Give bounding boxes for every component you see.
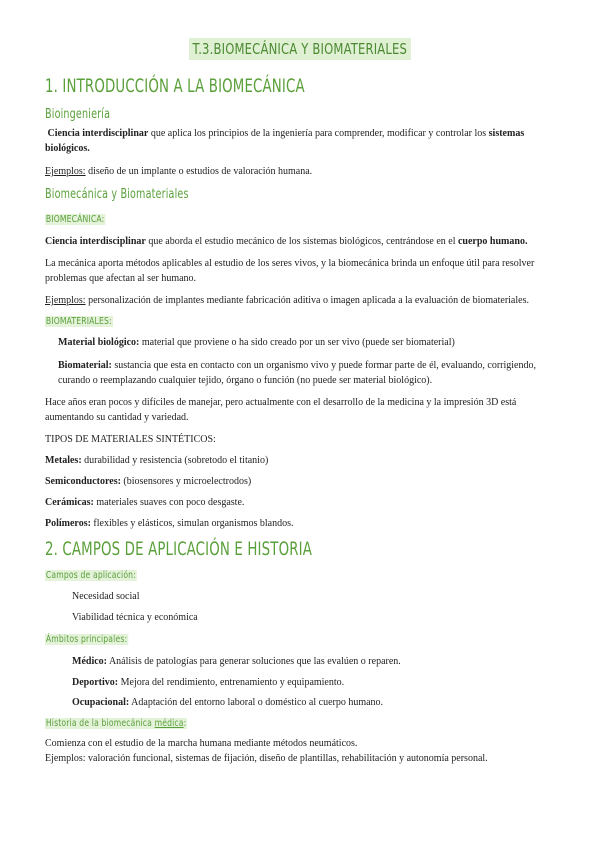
ex-label: Ejemplos: [45, 166, 86, 177]
bioingenieria-heading: Bioingeniería [45, 107, 111, 122]
bioingenieria-examples [45, 164, 555, 179]
biomaterial-definition [58, 358, 555, 388]
medico-text: Análisis de patologías para generar soluciones que las evalúen o reparen. [107, 656, 401, 667]
material-biologico [58, 335, 555, 350]
historia-label-text [45, 718, 187, 729]
ocup-text: Adaptación del entorno laboral o doméstico al cuerpo humano. [129, 697, 384, 708]
deportivo-item [72, 675, 555, 690]
campos-label-text: Campos de aplicación: [45, 570, 136, 581]
biomateriales-label [45, 315, 113, 328]
ex-text: diseño de un implante o estudios de valoración humana. [85, 166, 313, 177]
deportivo-text: Mejora del rendimiento, entrenamiento y equipamiento. [118, 677, 345, 688]
polim-text: flexibles y elásticos, simulan organismos blandos. [90, 518, 294, 529]
historia-label-c: : [183, 718, 187, 729]
semi-bold: Semiconductores: [45, 476, 121, 487]
mat-bio-text: material que proviene o ha sido creado por un ser vivo (puede ser biomaterial) [139, 337, 455, 348]
biomat-text: sustancia que esta en contacto con un organismo vivo y puede formar parte de él, evaluando, corrigiendo, curando o reemplazando cualquier tejido, órgano o función (no puede ser material biológico). [58, 360, 536, 386]
semi-text: (biosensores y microelectrodos) [120, 476, 252, 487]
ejemplos-historia: Ejemplos: valoración funcional, sistemas de fijación, diseño de plantillas, rehabilitación y autonomía personal. [45, 753, 488, 764]
bm-ex-text: personalización de implantes mediante fabricación aditiva o imagen aplicada a la evaluación de biomateriales. [85, 295, 529, 306]
section-1-heading: 1. INTRODUCCIÓN A LA BIOMECÁNICA [45, 75, 305, 97]
medico-item [72, 654, 555, 669]
historia-label-b: médica [154, 718, 184, 729]
def-bold: Ciencia interdisciplinar [47, 128, 149, 139]
necesidad-social-item: Necesidad social [72, 591, 140, 602]
historia-label [45, 717, 187, 730]
biomecanica-paragraph: La mecánica aporta métodos aplicables al estudio de los seres vivos, y la biomecánica brinda un enfoque útil para resolver problemas que afectan al ser humano. [45, 258, 535, 284]
ambitos-label-text: Ámbitos principales: [45, 634, 128, 645]
bm-ex-label: Ejemplos: [45, 295, 86, 306]
document-title-wrap [0, 38, 600, 60]
semiconductores-item [45, 474, 555, 489]
campos-label [45, 569, 137, 582]
bm-def-bold2: cuerpo humano. [457, 236, 528, 247]
bio-y-bio-heading: Biomecánica y Biomateriales [45, 187, 189, 202]
metales-item [45, 453, 555, 468]
metales-text: durabilidad y resistencia (sobretodo el titanio) [81, 455, 269, 466]
bm-def-bold: Ciencia interdisciplinar [45, 236, 146, 247]
metales-bold: Metales: [45, 455, 82, 466]
ambitos-label [45, 633, 128, 646]
ocupacional-item [72, 695, 555, 710]
comienza-paragraph: Comienza con el estudio de la marcha humana mediante métodos neumáticos. [45, 738, 358, 749]
bioingenieria-definition [45, 126, 555, 156]
def-text: que aplica los principios de la ingeniería para comprender, modificar y controlar los [148, 128, 489, 139]
ceramicas-item [45, 495, 555, 510]
tipos-materiales-heading: TIPOS DE MATERIALES SINTÉTICOS: [45, 434, 216, 445]
ceram-bold: Cerámicas: [45, 497, 94, 508]
polim-bold: Polímeros: [45, 518, 91, 529]
biomecanica-examples [45, 293, 555, 308]
biomecanica-definition [45, 234, 555, 249]
ocup-bold: Ocupacional: [72, 697, 130, 708]
biomateriales-label-text: BIOMATERIALES: [45, 316, 112, 327]
document-title: T.3.BIOMECÁNICA Y BIOMATERIALES [189, 38, 411, 60]
historia-label-a: Historia de la biomecánica [45, 718, 155, 729]
bm-def-text: que aborda el estudio mecánico de los sistemas biológicos, centrándose en el [145, 236, 458, 247]
biomecanica-label [45, 213, 105, 226]
polimeros-item [45, 516, 555, 531]
deportivo-bold: Deportivo: [72, 677, 119, 688]
hace-anos-paragraph: Hace años eran pocos y difíciles de manejar, pero actualmente con el desarrollo de la medicina y la impresión 3D está aumentando su cantidad y variedad. [45, 397, 517, 423]
mat-bio-bold: Material biológico: [58, 337, 140, 348]
section-2-heading: 2. CAMPOS DE APLICACIÓN E HISTORIA [45, 538, 312, 560]
medico-bold: Médico: [72, 656, 107, 667]
ceram-text: materiales suaves con poco desgaste. [93, 497, 245, 508]
biomat-bold: Biomaterial: [58, 360, 112, 371]
biomecanica-label-text: BIOMECÁNICA: [45, 214, 105, 225]
viabilidad-item: Viabilidad técnica y económica [72, 612, 198, 623]
def-bold2: sistemas biológicos. [45, 128, 525, 154]
